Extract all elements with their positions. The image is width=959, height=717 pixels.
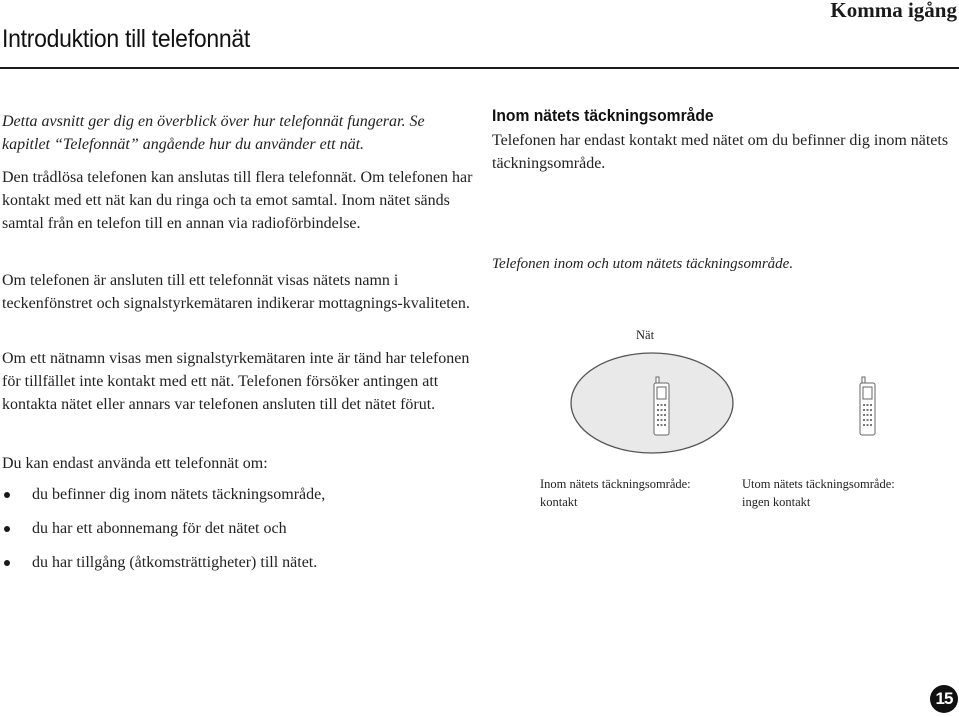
header-rule bbox=[0, 67, 959, 69]
page-title: Introduktion till telefonnät bbox=[2, 25, 250, 53]
intro-paragraph: Detta avsnitt ger dig en överblick över hur telefonnät fungerar. Se kapitlet “Telefonnät” angående hur du använder ett nät. bbox=[2, 113, 425, 153]
phone-inside-icon bbox=[654, 377, 669, 435]
list-item: du har ett abonnemang för det nätet och bbox=[2, 517, 472, 551]
coverage-paragraph: Telefonen har endast kontakt med nätet om du befinner dig inom nätets täckningsområde. bbox=[492, 132, 949, 172]
figure-caption: Telefonen inom och utom nätets täckningsområde. bbox=[492, 256, 794, 272]
inside-coverage-label: Inom nätets täckningsområde: kontakt bbox=[540, 477, 691, 509]
page-number-badge: 15 bbox=[930, 685, 958, 713]
coverage-area-ellipse bbox=[571, 353, 733, 453]
coverage-diagram bbox=[540, 320, 959, 520]
network-label: Nät bbox=[636, 328, 655, 342]
body-paragraph-2: Om telefonen är ansluten till ett telefonnät visas nätets namn i teckenfönstret och signalstyrkemätaren indikerar mottagnings-kvaliteten. bbox=[2, 272, 470, 312]
body-paragraph-4: Du kan endast använda ett telefonnät om: bbox=[2, 455, 268, 472]
list-item: du befinner dig inom nätets täckningsområde, bbox=[2, 483, 472, 517]
phone-outside-icon bbox=[860, 377, 875, 435]
requirements-list bbox=[2, 483, 472, 585]
outside-coverage-label: Utom nätets täckningsområde: ingen kontakt bbox=[742, 477, 895, 509]
list-item: du har tillgång (åtkomsträttigheter) till nätet. bbox=[2, 551, 472, 585]
section-label: Komma igång bbox=[830, 0, 957, 22]
body-paragraph-1: Den trådlösa telefonen kan anslutas till flera telefonnät. Om telefonen har kontakt med ett nät kan du ringa och ta emot samtal. Inom nätet sänds samtal från en telefon till en annan via radioförbindelse. bbox=[2, 169, 473, 232]
body-paragraph-3: Om ett nätnamn visas men signalstyrkemätaren inte är tänd har telefonen för tillfället inte kontakt med ett nät. Telefonen försöker antingen att kontakta nätet eller annars var telefonen ansluten till det nätet förut. bbox=[2, 350, 470, 413]
coverage-heading: Inom nätets täckningsområde bbox=[492, 106, 714, 125]
